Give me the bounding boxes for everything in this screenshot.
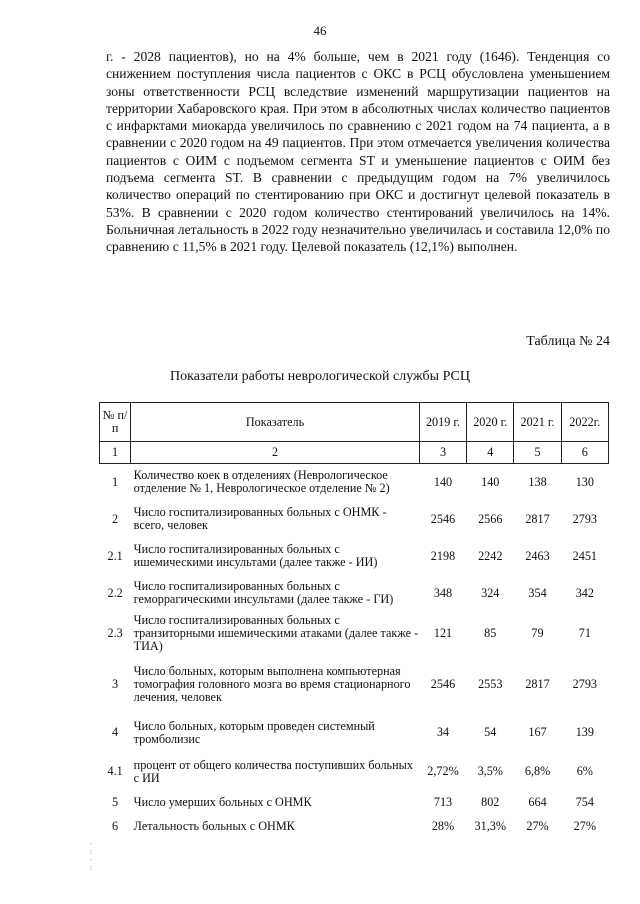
value-2020: 2242	[478, 548, 503, 563]
value-2022: 130	[575, 474, 594, 489]
column-number: 5	[514, 442, 561, 464]
value-2021: 664	[528, 795, 547, 809]
value-2019: 713	[433, 795, 453, 809]
column-number: 4	[467, 442, 514, 464]
page-number: 46	[313, 23, 327, 38]
value-2021: 2817	[525, 676, 550, 691]
value-2019: 2546	[430, 511, 456, 526]
column-number: 3	[419, 442, 466, 464]
table-row	[100, 656, 609, 713]
row-indicator-label: Число госпитализированных больных с ОНМК - всего, человек	[133, 505, 387, 532]
value-2019: 140	[433, 474, 453, 489]
table-row	[100, 501, 609, 538]
value-2021: 138	[528, 474, 547, 489]
value-2021: 27%	[526, 819, 549, 833]
header-2020: 2020 г.	[467, 403, 514, 442]
value-2020: 31,3%	[474, 819, 506, 833]
table-row	[100, 791, 609, 815]
value-2019: 34	[436, 725, 450, 739]
row-indicator-label: процент от общего количества поступивших больных с ИИ	[133, 757, 413, 785]
header-2021: 2021 г.	[514, 403, 561, 442]
value-2019: 2546	[430, 676, 456, 691]
row-indicator-label: Число больных, которым выполнена компьютерная томография головного мозга во время стационарного лечения, человек	[133, 663, 411, 704]
value-2022: 342	[575, 585, 594, 600]
value-2020: 2566	[478, 511, 503, 526]
value-2021: 2817	[525, 511, 550, 526]
table-header-row	[100, 403, 609, 442]
header-2019: 2019 г.	[419, 403, 466, 442]
table-caption: Таблица № 24	[526, 334, 610, 349]
table-row	[100, 713, 609, 753]
row-number: 2.3	[107, 626, 123, 640]
column-number: 2	[131, 442, 420, 464]
header-2022: 2022г.	[561, 403, 608, 442]
value-2022: 71	[578, 626, 591, 640]
column-number-row	[100, 442, 609, 464]
row-indicator-label: Количество коек в отделениях (Неврологическое отделение № 1, Неврологическое отделение № 2)	[133, 468, 390, 496]
value-2019: 348	[433, 585, 453, 600]
row-number: 6	[112, 819, 119, 833]
column-number: 1	[100, 442, 131, 464]
row-number: 2.2	[107, 585, 123, 600]
value-2022: 2451	[572, 548, 598, 563]
value-2019: 2,72%	[427, 764, 459, 778]
row-number: 5	[112, 795, 119, 809]
row-number: 2	[112, 511, 119, 526]
header-indicator: Показатель	[131, 403, 420, 442]
value-2022: 6%	[576, 764, 593, 778]
row-number: 4.1	[107, 764, 123, 778]
table-row	[100, 538, 609, 575]
table-title: Показатели работы неврологической службы РСЦ	[170, 369, 470, 384]
value-2021: 354	[528, 585, 547, 600]
table-row	[100, 612, 609, 656]
header-number: № п/п	[100, 403, 131, 442]
value-2021: 167	[528, 725, 547, 739]
value-2020: 324	[481, 585, 500, 600]
value-2020: 85	[484, 626, 497, 640]
value-2020: 802	[481, 795, 500, 809]
value-2019: 28%	[431, 819, 455, 833]
row-indicator-label: Летальность больных с ОНМК	[133, 819, 295, 833]
value-2019: 2198	[430, 548, 456, 563]
column-number: 6	[561, 442, 608, 464]
value-2020: 140	[481, 474, 500, 489]
value-2022: 139	[575, 725, 594, 739]
row-number: 3	[112, 676, 119, 691]
margin-marks: · : · :	[90, 840, 93, 872]
row-number: 2.1	[107, 548, 123, 563]
row-number: 4	[112, 725, 119, 739]
row-indicator-label: Число больных, которым проведен системный тромболизис	[133, 718, 375, 746]
value-2020: 54	[484, 725, 497, 739]
value-2020: 2553	[478, 676, 503, 691]
value-2022: 27%	[573, 819, 596, 833]
row-number: 1	[112, 474, 119, 489]
row-indicator-label: Число госпитализированных больных с ишемическими инсультами (далее также - ИИ)	[133, 542, 378, 569]
table-row	[100, 575, 609, 612]
value-2021: 6,8%	[524, 764, 551, 778]
row-indicator-label: Число госпитализированных больных с транзиторными ишемическими атаками (далее также - ТИА)	[133, 613, 419, 653]
value-2020: 3,5%	[477, 764, 503, 778]
row-indicator-label: Число умерших больных с ОНМК	[133, 795, 312, 809]
table-row	[100, 464, 609, 501]
neurology-indicators-table	[99, 402, 609, 839]
value-2021: 79	[531, 626, 544, 640]
value-2021: 2463	[525, 548, 550, 563]
value-2022: 2793	[572, 511, 598, 526]
body-paragraph: г. - 2028 пациентов), но на 4% больше, чем в 2021 году (1646). Тенденция со снижением поступления числа пациентов с ОКС в РСЦ обусловлена уменьшением зоны ответственности РСЦ вследствие изменений маршрутизации пациентов на территории Хабаровского края. При этом в абсолютных числах количество пациентов с инфарктами миокарда увеличилось по сравнению с 2021 годом на 74 пациента, а в сравнении с 2020 годом на 49 пациентов. При этом отмечается увеличения количества пациентов с ОИМ с подъемом сегмента ST и уменьшение пациентов с ОИМ без подъема сегмента ST. В сравнении с предыдущим годом на 7% увеличилось количество операций по стентированию при ОКС и достигнут целевой показатель в 53%. В сравнении с 2020 годом количество стентирований увеличилось на 14%. Больничная летальность в 2022 году незначительно увеличилась и составила 12,0% по сравнению с 11,5% в 2021 году. Целевой показатель (12,1%) выполнен.	[106, 49, 610, 255]
value-2019: 121	[433, 626, 453, 640]
value-2022: 2793	[572, 676, 598, 691]
table-row	[100, 753, 609, 791]
row-indicator-label: Число госпитализированных больных с геморрагическими инсультами (далее также - ГИ)	[133, 579, 394, 606]
table-row	[100, 815, 609, 839]
value-2022: 754	[575, 795, 594, 809]
